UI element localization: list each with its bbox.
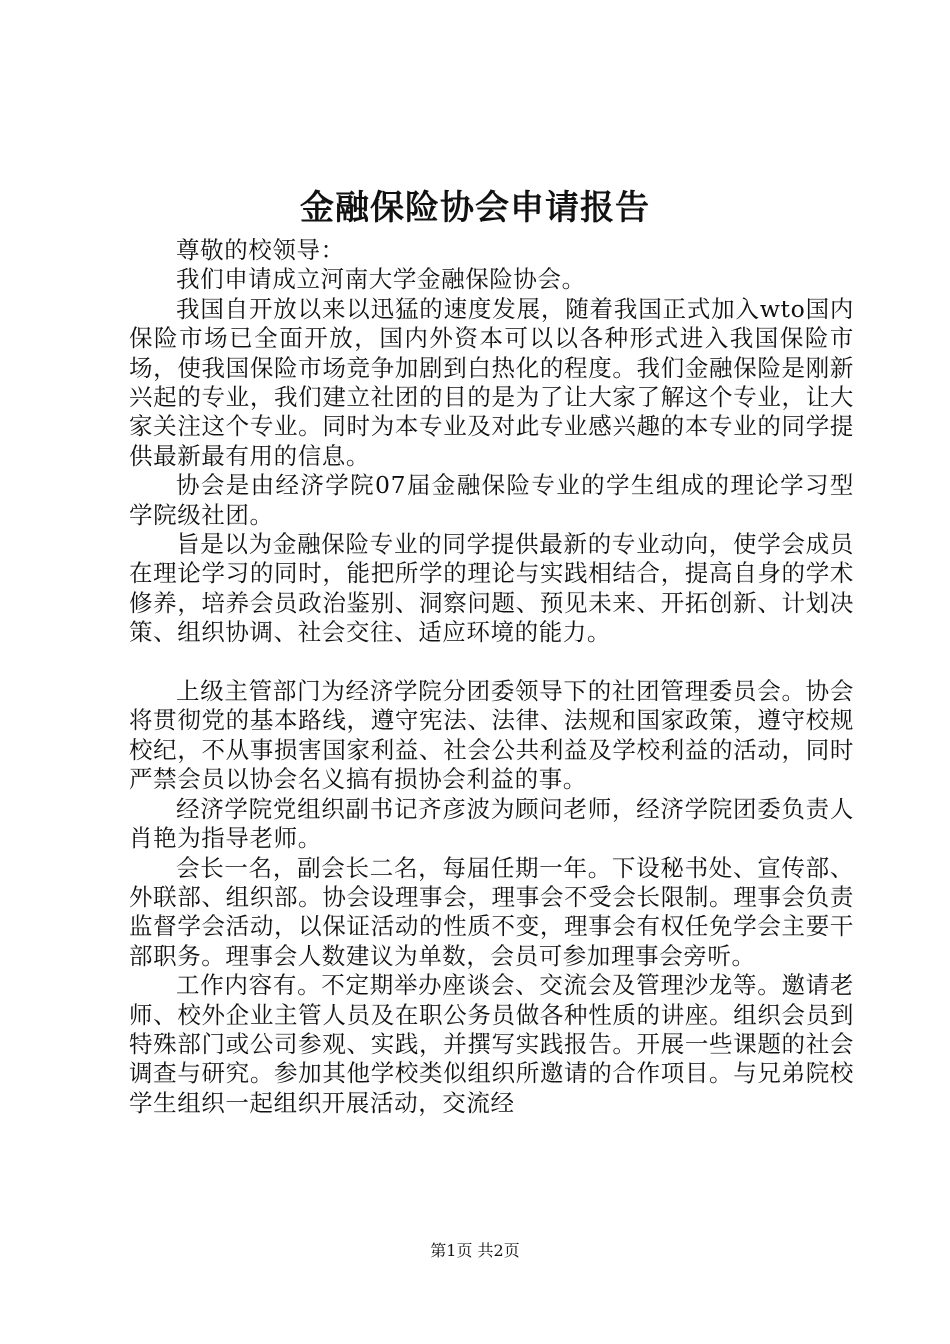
paragraph-organization: 会长一名，副会长二名，每届任期一年。下设秘书处、宣传部、外联部、组织部。协会设理事会，理事会不受会长限制。理事会负责监督学会活动，以保证活动的性质不变，理事会有权任免学会主要干部职务。理事会人数建议为单数，会员可参加理事会旁听。 [129,853,854,970]
page-footer [0,1240,950,1262]
document-title: 金融保险协会申请报告 [300,188,650,228]
paragraph-background: 我国自开放以来以迅猛的速度发展，随着我国正式加入wto国内保险市场已全面开放，国内外资本可以以各种形式进入我国保险市场，使我国保险市场竞争加剧到白热化的程度。我们金融保险是刚新兴起的专业，我们建立社团的目的是为了让大家了解这个专业，让大家关注这个专业。同时为本专业及对此专业感兴趣的本专业的同学提供最新最有用的信息。 [129,294,854,470]
paragraph-composition: 协会是由经济学院07届金融保险专业的学生组成的理论学习型学院级社团。 [129,471,854,529]
paragraph-activities: 工作内容有。不定期举办座谈会、交流会及管理沙龙等。邀请老师、校外企业主管人员及在职公务员做各种性质的讲座。组织会员到特殊部门或公司参观、实践，并撰写实践报告。开展一些课题的社会调查与研究。参加其他学校类似组织所邀请的合作项目。与兄弟院校学生组织一起组织开展活动，交流经 [129,971,854,1117]
salutation: 尊敬的校领导： [176,236,345,264]
paragraph-purpose: 旨是以为金融保险专业的同学提供最新的专业动向，使学会成员在理论学习的同时，能把所学的理论与实践相结合，提高自身的学术修养，培养会员政治鉴别、洞察问题、预见未来、开拓创新、计划决策、组织协调、社会交往、适应环境的能力。 [129,530,854,647]
paragraph-advisors: 经济学院党组织副书记齐彦波为顾问老师，经济学院团委负责人肖艳为指导老师。 [129,794,854,853]
page-number: 第1页 [430,1241,473,1260]
paragraph-supervision: 上级主管部门为经济学院分团委领导下的社团管理委员会。协会将贯彻党的基本路线，遵守宪法、法律、法规和国家政策，遵守校规校纪，不从事损害国家利益、社会公共利益及学校利益的活动，同时严禁会员以协会名义搞有损协会利益的事。 [129,677,854,794]
page-total: 共2页 [477,1241,520,1260]
paragraph-application-statement: 我们申请成立河南大学金融保险协会。 [176,265,586,294]
blank-line [129,648,854,677]
document-body [129,236,854,1118]
